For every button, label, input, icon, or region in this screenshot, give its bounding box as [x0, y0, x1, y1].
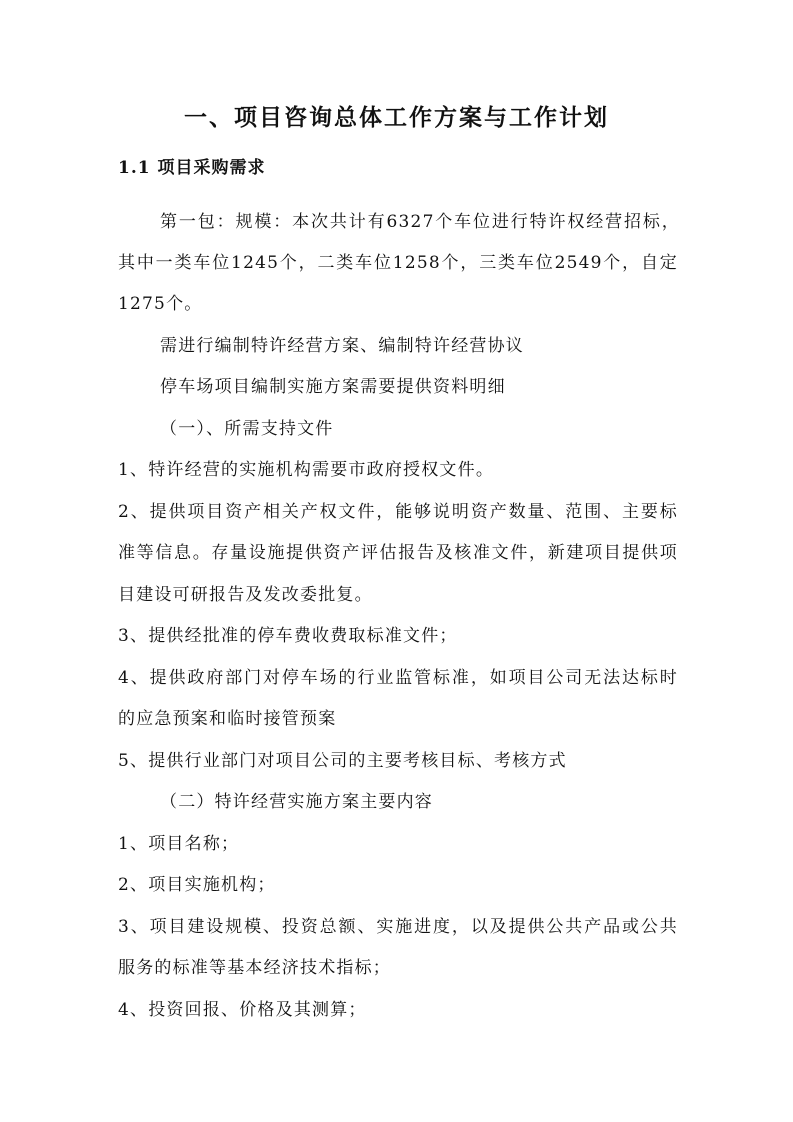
- list-item: 5、提供行业部门对项目公司的主要考核目标、考核方式: [118, 751, 567, 771]
- section-heading: 1.1 项目采购需求: [118, 158, 266, 178]
- list-item-continued: 服务的标准等基本经济技术指标；: [118, 958, 391, 978]
- list-item: 4、投资回报、价格及其测算；: [118, 1000, 367, 1020]
- list-item: 1、项目名称；: [118, 834, 240, 854]
- list-item: 1、特许经营的实施机构需要市政府授权文件。: [118, 460, 495, 480]
- list-item: 2、项目实施机构；: [118, 875, 276, 895]
- list-item: 2、提供项目资产相关产权文件，能够说明资产数量、范围、主要标: [118, 502, 678, 522]
- paragraph-line: 第一包：规模：本次共计有6327个车位进行特许权经营招标，: [160, 212, 680, 232]
- list-item: 3、项目建设规模、投资总额、实施进度，以及提供公共产品或公共: [118, 917, 678, 937]
- paragraph-line: 需进行编制特许经营方案、编制特许经营协议: [160, 336, 524, 356]
- paragraph-line: 其中一类车位1245个，二类车位1258个，三类车位2549个，自定: [118, 253, 678, 273]
- list-item-continued: 的应急预案和临时接管预案: [118, 709, 337, 729]
- list-item-continued: 目建设可研报告及发改委批复。: [118, 585, 373, 605]
- paragraph-line: 1275个。: [118, 294, 203, 314]
- document-title: 一、项目咨询总体工作方案与工作计划: [184, 104, 609, 131]
- list-item: 3、提供经批准的停车费收费取标准文件；: [118, 626, 458, 646]
- list-item-continued: 准等信息。存量设施提供资产评估报告及核准文件，新建项目提供项: [118, 543, 678, 563]
- paragraph-line: 停车场项目编制实施方案需要提供资料明细: [160, 377, 506, 397]
- list-item: 4、提供政府部门对停车场的行业监管标准，如项目公司无法达标时: [118, 668, 678, 688]
- subsection-heading: （二）特许经营实施方案主要内容: [160, 792, 433, 812]
- subsection-heading: （一）、所需支持文件: [160, 419, 334, 439]
